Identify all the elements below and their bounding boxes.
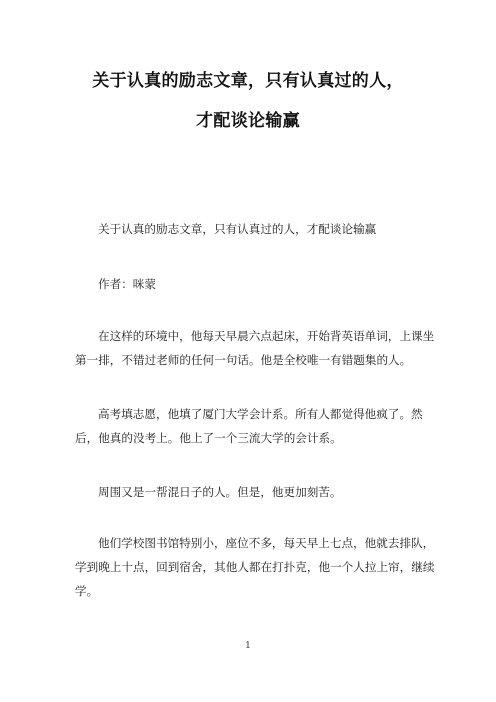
page-number: 1 bbox=[245, 641, 251, 651]
document-title-line-2: 才配谈论输赢 bbox=[196, 111, 300, 131]
paragraph: 在这样的环境中，他每天早晨六点起床，开始背英语单词，上课坐第一排，不错过老师的任何一句话。他是全校唯一有错题集的人。 bbox=[75, 329, 435, 367]
article-author: 作者：咪蒙 bbox=[98, 277, 156, 291]
document-title-line-1: 关于认真的励志文章，只有认真过的人， bbox=[92, 71, 404, 91]
paragraph: 他们学校图书馆特别小，座位不多，每天早上七点，他就去排队，学到晚上十点，回到宿舍，其他人都在打扑克，他一个人拉上帘，继续学。 bbox=[75, 536, 435, 598]
paragraph: 周围又是一帮混日子的人。但是，他更加刻苦。 bbox=[98, 485, 342, 499]
article-subtitle: 关于认真的励志文章，只有认真过的人，才配谈论输赢 bbox=[98, 222, 377, 236]
paragraph: 高考填志愿，他填了厦门大学会计系。所有人都觉得他疯了。然后，他真的没考上。他上了一个三流大学的会计系。 bbox=[75, 407, 423, 445]
